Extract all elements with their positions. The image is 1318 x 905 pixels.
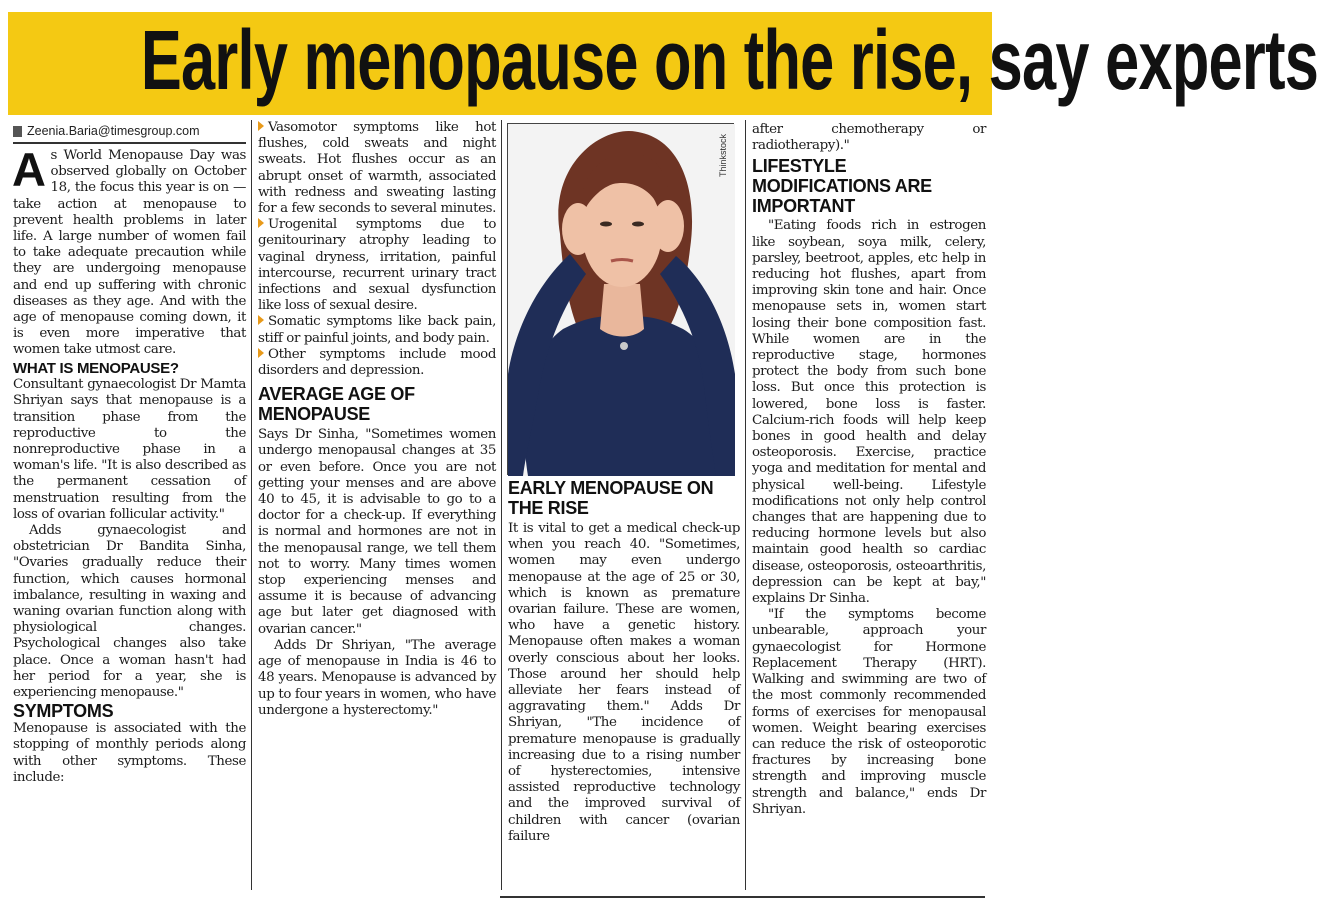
heading-early-menopause: EARLY MENOPAUSE ON THE RISE bbox=[508, 478, 714, 518]
column-1 bbox=[13, 120, 246, 786]
headline-banner bbox=[8, 12, 1318, 115]
bullet-arrow-icon bbox=[258, 315, 264, 325]
symptoms-intro: Menopause is associated with the stopping of monthly periods along with other symptoms. These include: bbox=[13, 721, 246, 785]
column-divider bbox=[745, 120, 746, 890]
early-continued: after chemotherapy or radiotherapy)." bbox=[752, 122, 986, 154]
bullet-arrow-icon bbox=[258, 121, 264, 131]
byline-email: Zeenia.Baria@timesgroup.com bbox=[27, 124, 200, 138]
drop-cap: A bbox=[12, 143, 46, 196]
early-paragraph: It is vital to get a medical check-up when you reach 40. "Sometimes, women may even undergo menopause at the age of 25 or 30, which is known as premature ovarian failure. These are women, who have a genetic history. Menopause often makes a woman overly conscious about her looks. Those around her should help alleviate her fears instead of aggravating them." Adds Dr Shriyan, "The incidence of premature menopause is gradually increasing due to a rising number of hysterectomies, intensive assisted reproductive technology and the improved survival of children with cancer (ovarian failure bbox=[508, 521, 740, 844]
symptom-bullet: Other symptoms include mood disorders and depression. bbox=[258, 346, 496, 379]
headline: Early menopause on the rise, say experts bbox=[140, 13, 1318, 107]
intro-paragraph bbox=[12, 143, 246, 359]
average-paragraph-1: Says Dr Sinha, "Sometimes women undergo menopausal changes at 35 or even before. Once you are not getting your menses and are above 40 to 45, it is advisable to go to a doctor for a check-up. If everything is normal and hormones are not in the menopausal range, we tell them not to worry. Many times women stop experiencing menses and assume it is because of advancing age but later get diagnosed with ovarian cancer." bbox=[258, 427, 496, 637]
bullet-arrow-icon bbox=[258, 348, 264, 358]
heading-average-age: AVERAGE AGE OF MENOPAUSE bbox=[258, 384, 415, 425]
column-divider bbox=[251, 120, 252, 890]
symptom-bullet: Urogenital symptoms due to genitourinary atrophy leading to vaginal dryness, irritation, painful intercourse, recurrent urinary tract infections and sexual dysfunction like loss of sexual desire. bbox=[258, 217, 496, 314]
byline bbox=[13, 120, 246, 144]
lifestyle-paragraph-2: "If the symptoms become unbearable, approach your gynaecologist for Hormone Replacement Therapy (HRT). Walking and swimming are two of the most commonly recommended forms of exercises for menopausal women. Weight bearing exercises can reduce the risk of osteoporotic fractures by increasing bone strength and improving muscle strength and balance," ends Dr Shriyan. bbox=[752, 607, 986, 817]
bottom-rule bbox=[500, 896, 985, 898]
column-4 bbox=[752, 122, 986, 818]
column-divider bbox=[501, 120, 502, 890]
what-paragraph-2: Adds gynaecologist and obstetrician Dr Bandita Sinha, "Ovaries gradually reduce their function, which causes hormonal imbalance, resulting in waxing and waning ovarian function along with physiological changes. Psychological changes also take place. Once a woman hasn't had her period for a year, she is experiencing menopause." bbox=[13, 522, 246, 700]
lifestyle-paragraph-1: "Eating foods rich in estrogen like soybean, soya milk, celery, parsley, beetroot, apples, etc help in reducing hot flushes, apart from improving skin tone and hair. Once menopause sets in, women start losing their bone composition fast. While women are in the reproductive stage, hormones protect the body from such bone loss. But once this protection is lowered, bone loss is faster. Calcium-rich foods will help keep bones in good health and delay osteoporosis. Exercise, practice yoga and meditation for mental and physical well-being. Lifestyle modifications not only help control changes that are happening due to reducing hormone levels but also maintain good health so cardiac disease, osteoporosis, osteoarthritis, depression can be kept at bay," explains Dr Sinha. bbox=[752, 218, 986, 607]
heading-symptoms: SYMPTOMS bbox=[13, 701, 114, 722]
intro-text: s World Menopause Day was observed globally on October 18, the focus this year is on — take action at menopause to prevent health problems in later life. A large number of women fail to take adequate precaution while they are undergoing menopause and end up suffering with chronic diseases as they age. And with the age of menopause coming down, it is even more imperative that women take utmost care. bbox=[13, 148, 246, 358]
heading-lifestyle: LIFESTYLE MODIFICATIONS ARE IMPORTANT bbox=[752, 156, 932, 217]
column-3 bbox=[508, 120, 740, 845]
symptom-bullet: Vasomotor symptoms like hot flushes, cold sweats and night sweats. Hot flushes occur as an abrupt onset of warmth, associated with redness and sweating lasting for a few seconds to several minutes. bbox=[258, 120, 496, 217]
byline-icon bbox=[13, 126, 22, 137]
what-paragraph-1: Consultant gynaecologist Dr Mamta Shriyan says that menopause is a transition phase from the reproductive to the nonreproductive phase in a woman's life. "It is also described as the permanent cessation of menstruation resulting from the loss of ovarian follicular activity." bbox=[13, 377, 246, 522]
symptom-bullet: Somatic symptoms like back pain, stiff or painful joints, and body pain. bbox=[258, 314, 496, 346]
photo-credit: Thinkstock bbox=[718, 134, 728, 178]
column-2 bbox=[258, 120, 496, 719]
heading-what-is-menopause: WHAT IS MENOPAUSE? bbox=[13, 359, 179, 377]
bullet-arrow-icon bbox=[258, 218, 264, 228]
average-paragraph-2: Adds Dr Shriyan, "The average age of menopause in India is 46 to 48 years. Menopause is advanced by up to four years in women, who have undergone a hysterectomy." bbox=[258, 637, 496, 718]
